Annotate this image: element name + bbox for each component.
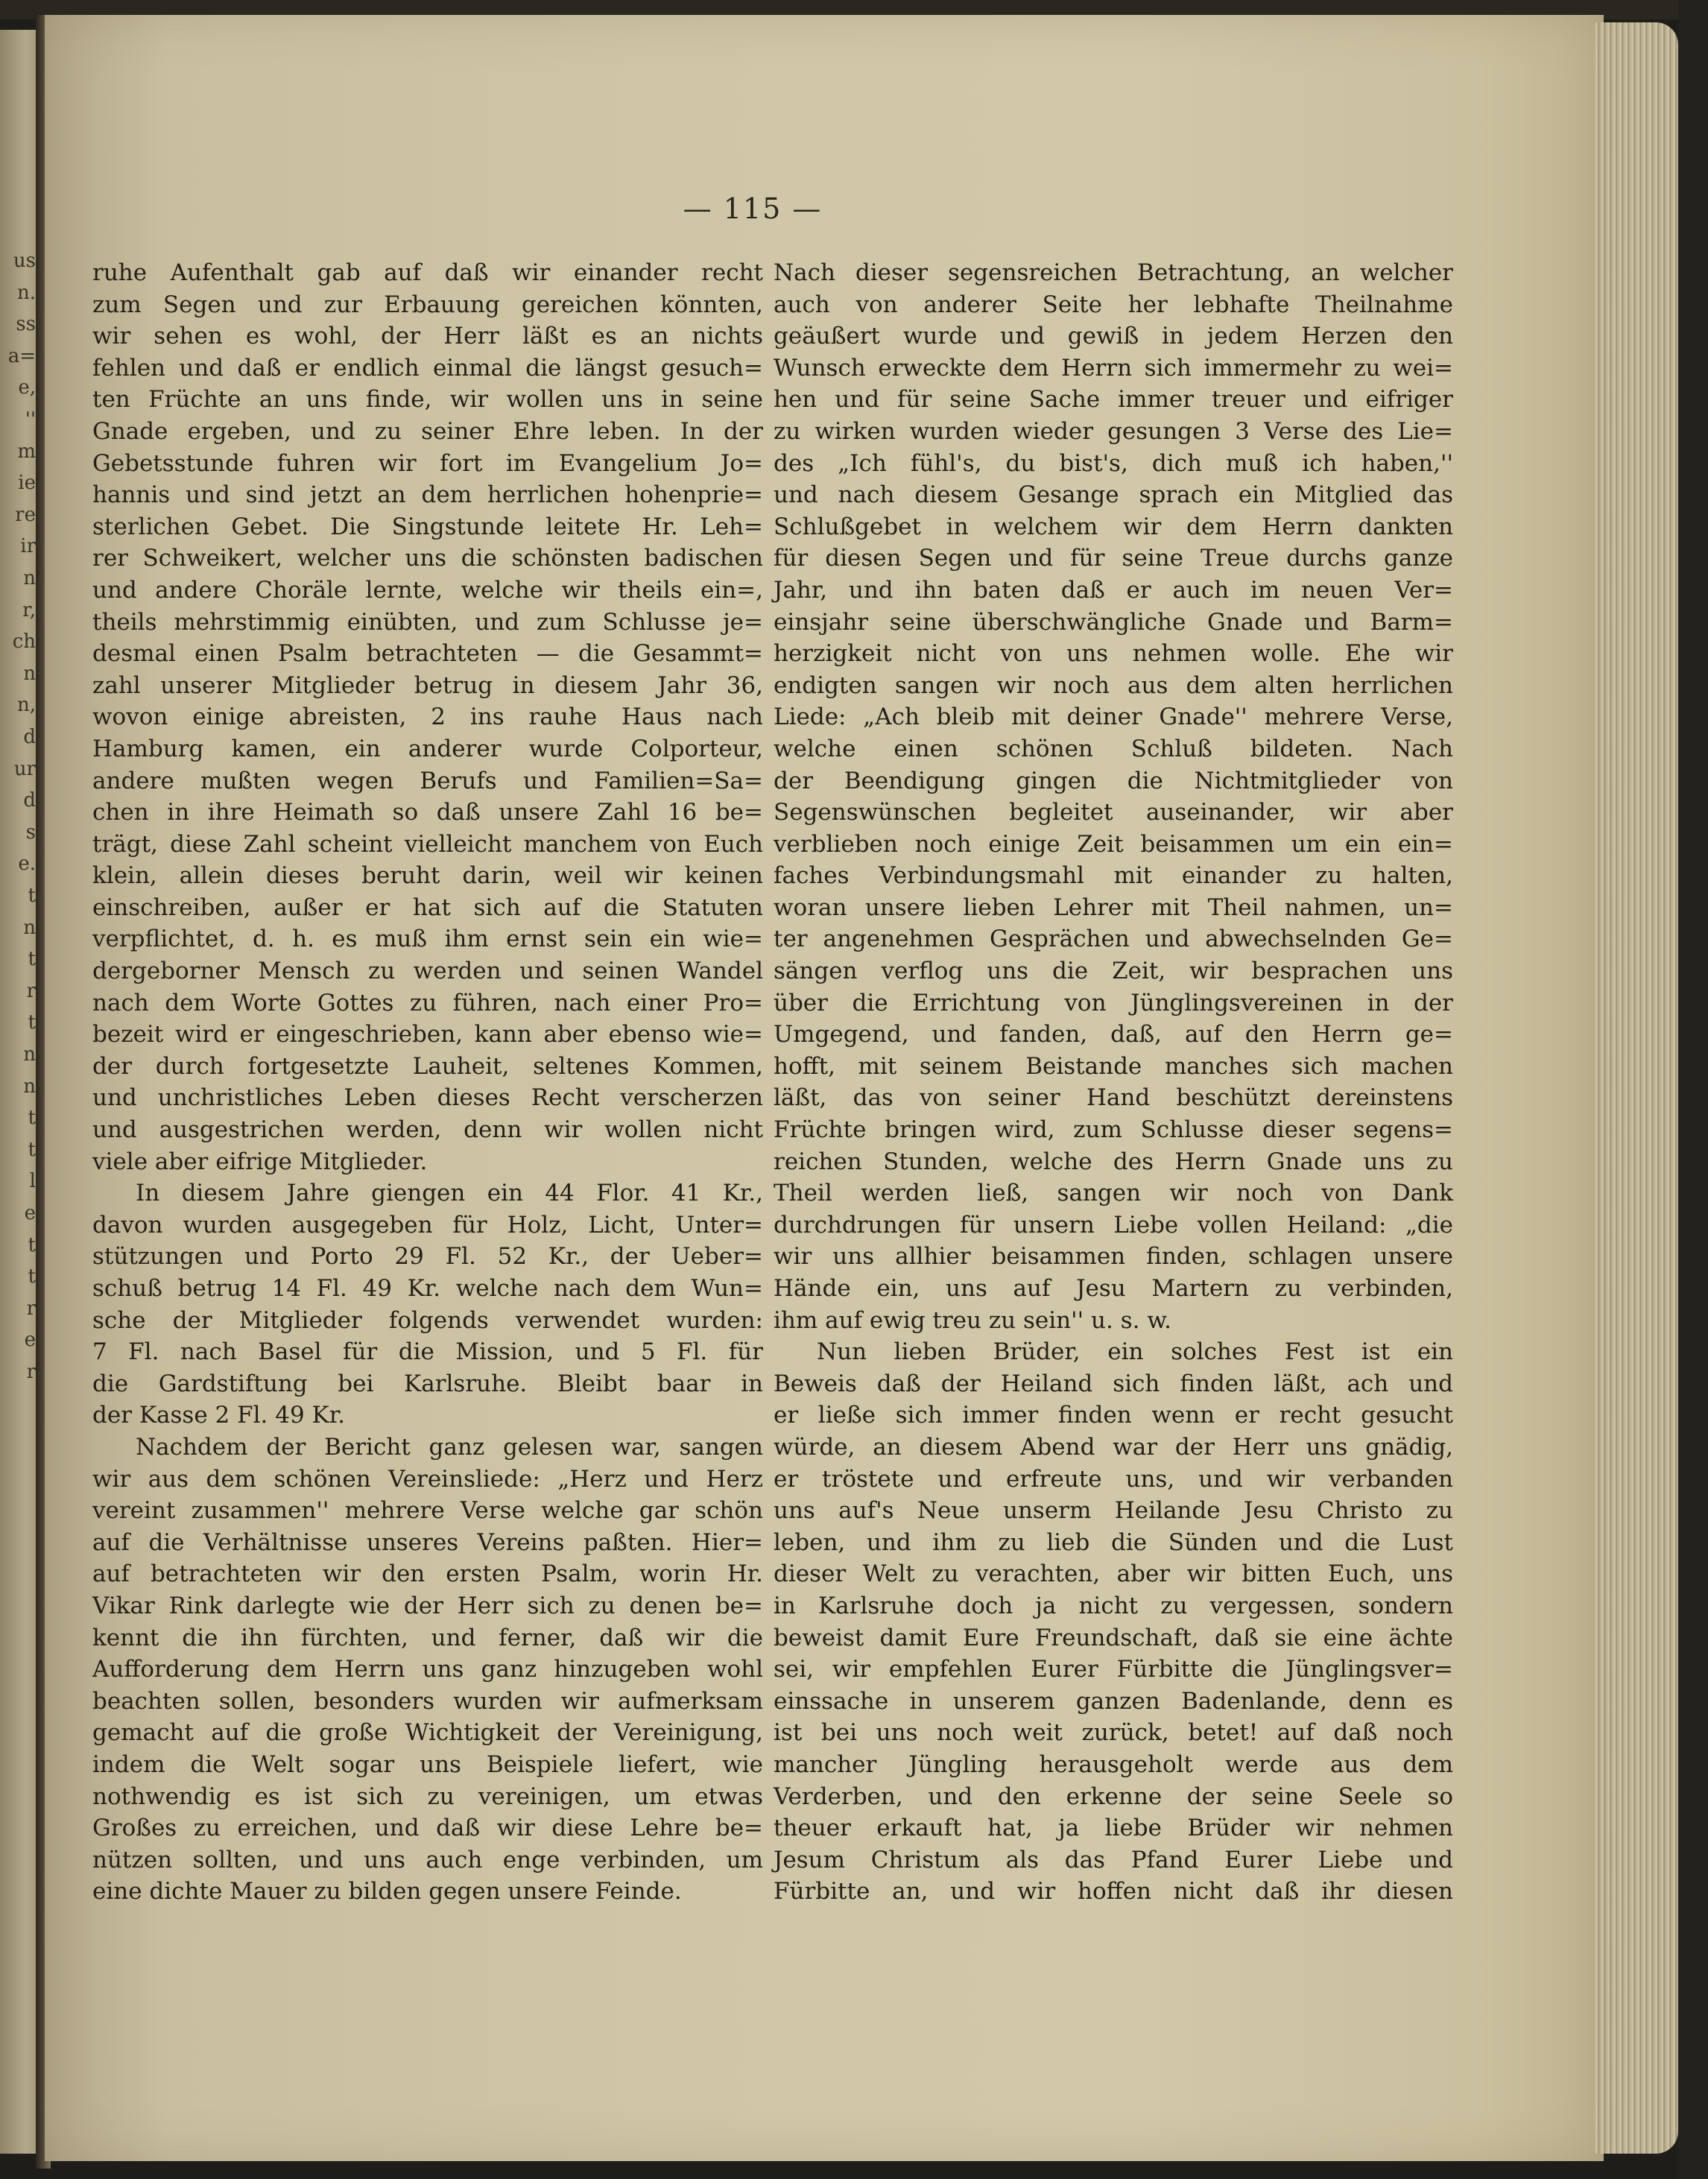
facing-page-fragment: n <box>23 916 36 939</box>
text-line: Theil werden ließ, sangen wir noch von Dank <box>774 1180 1453 1207</box>
facing-page-fragment: n, <box>16 694 36 717</box>
text-line: Liede: „Ach bleib mit deiner Gnade'' mehrere Verse, <box>774 703 1453 731</box>
text-line: Nun lieben Brüder, ein solches Fest ist ein <box>817 1338 1453 1366</box>
text-line: davon wurden ausgegeben für Holz, Licht, Unter= <box>92 1211 763 1239</box>
text-line: In diesem Jahre giengen ein 44 Flor. 41 Kr., <box>136 1180 763 1207</box>
text-line: Nach dieser segensreichen Betrachtung, an welcher <box>774 259 1453 286</box>
text-line: fehlen und daß er endlich einmal die längst gesuch= <box>92 354 763 382</box>
facing-page-fragment: r <box>26 1297 36 1320</box>
text-line: mancher Jüngling herausgeholt werde aus dem <box>774 1751 1453 1778</box>
text-line: vereint zusammen'' mehrere Verse welche gar schön <box>92 1497 763 1525</box>
text-line: leben, und ihm zu lieb die Sünden und die Lust <box>774 1528 1453 1556</box>
text-line: reichen Stunden, welche des Herrn Gnade uns zu <box>774 1148 1453 1175</box>
facing-page-fragment: n. <box>16 281 36 304</box>
text-line: sängen verflog uns die Zeit, wir besprachen uns <box>774 958 1453 985</box>
text-line: der durch fortgesetzte Lauheit, seltenes Kommen, <box>92 1052 763 1080</box>
facing-page-fragment: t <box>28 1011 36 1034</box>
text-line: endigten sangen wir noch aus dem alten herrlichen <box>774 671 1453 699</box>
text-line: zum Segen und zur Erbauung gereichen könnten, <box>92 291 763 318</box>
text-line: und unchristliches Leben dieses Recht verscherzen <box>92 1084 763 1112</box>
text-line: Aufforderung dem Herrn uns ganz hinzugeben wohl <box>92 1656 763 1683</box>
text-line: der Beendigung gingen die Nichtmitglieder von <box>774 767 1453 794</box>
page-number: — 115 — <box>683 192 823 225</box>
text-line: sei, wir empfehlen Eurer Fürbitte die Jünglingsver= <box>774 1656 1453 1683</box>
text-line: Umgegend, und fanden, daß, auf den Herrn ge= <box>774 1021 1453 1049</box>
facing-page-fragment: ss <box>16 313 36 336</box>
facing-page-fragment: d <box>23 726 36 748</box>
text-line: dergeborner Mensch zu werden und seinen Wandel <box>92 958 763 985</box>
text-line: einschreiben, außer er hat sich auf die Statuten <box>92 894 763 921</box>
text-line: beweist damit Eure Freundschaft, daß sie eine ächte <box>774 1624 1453 1651</box>
text-line: Gnade ergeben, und zu seiner Ehre leben. In der <box>92 417 763 445</box>
text-line: Segenswünschen begleitet auseinander, wir aber <box>774 799 1453 826</box>
text-line: Hände ein, uns auf Jesu Martern zu verbinden, <box>774 1275 1453 1302</box>
text-line: woran unsere lieben Lehrer mit Theil nahmen, un= <box>774 894 1453 921</box>
facing-page-fragment: s <box>25 820 36 844</box>
text-line: Nachdem der Bericht ganz gelesen war, sangen <box>136 1433 763 1461</box>
facing-page-fragment: e <box>24 1202 36 1224</box>
text-line: theils mehrstimmig einübten, und zum Schlusse je= <box>92 608 763 636</box>
text-line: eine dichte Mauer zu bilden gegen unsere Feinde. <box>92 1878 682 1906</box>
facing-page-fragment: t <box>28 1233 36 1256</box>
text-line: läßt, das von seiner Hand beschützt dereinstens <box>774 1084 1453 1112</box>
text-line: rer Schweikert, welcher uns die schönsten badischen <box>92 545 763 572</box>
text-line: dieser Welt zu verachten, aber wir bitten Euch, uns <box>774 1560 1453 1588</box>
text-line: Gebetsstunde fuhren wir fort im Evangelium Jo= <box>92 449 763 477</box>
text-line: Jesum Christum als das Pfand Eurer Liebe und <box>774 1846 1453 1873</box>
text-line: auf die Verhältnisse unseres Vereins paßten. Hier= <box>92 1528 763 1556</box>
facing-page-fragment: n <box>23 1075 36 1098</box>
facing-page-fragment: a= <box>7 344 36 367</box>
text-line: andere mußten wegen Berufs und Familien=Sa= <box>92 767 763 794</box>
facing-page-fragment: d <box>23 789 36 812</box>
text-line: viele aber eifrige Mitglieder. <box>92 1148 428 1175</box>
text-line: hannis und sind jetzt an dem herrlichen hohenprie= <box>92 481 763 509</box>
facing-page-fragment: '' <box>25 408 36 431</box>
text-line: wir aus dem schönen Vereinsliede: „Herz und Herz <box>92 1465 763 1493</box>
text-line: in Karlsruhe doch ja nicht zu vergessen, sondern <box>774 1592 1453 1619</box>
text-line: einssache in unserem ganzen Badenlande, denn es <box>774 1687 1453 1715</box>
facing-page-fragment: t <box>28 1265 36 1288</box>
text-line: indem die Welt sogar uns Beispiele liefert, wie <box>92 1751 763 1778</box>
text-line: schuß betrug 14 Fl. 49 Kr. welche nach dem Wun= <box>92 1275 763 1302</box>
facing-page-fragment: t <box>28 885 36 907</box>
text-line: hofft, mit seinem Beistande manches sich machen <box>774 1052 1453 1080</box>
text-line: beachten sollen, besonders wurden wir aufmerksam <box>92 1687 763 1715</box>
facing-page-fragment: l <box>29 1170 36 1193</box>
text-line: Vikar Rink darlegte wie der Herr sich zu denen be= <box>92 1592 763 1619</box>
facing-page-fragment: r <box>26 1361 36 1383</box>
facing-page-fragment: n <box>23 567 36 589</box>
text-line: gemacht auf die große Wichtigkeit der Vereinigung, <box>92 1719 763 1747</box>
text-line: wir uns allhier beisammen finden, schlagen unsere <box>774 1243 1453 1271</box>
text-line: ist bei uns noch weit zurück, betet! auf daß noch <box>774 1719 1453 1747</box>
text-line: klein, allein dieses beruht darin, weil wir keinen <box>92 862 763 890</box>
text-line: und andere Choräle lernte, welche wir theils ein=, <box>92 576 763 604</box>
text-line: Großes zu erreichen, und daß wir diese Lehre be= <box>92 1815 763 1842</box>
text-line: nach dem Worte Gottes zu führen, nach einer Pro= <box>92 989 763 1016</box>
facing-page-fragment: us <box>13 250 36 272</box>
facing-page-fragment: ir <box>20 535 36 558</box>
text-line: die Gardstiftung bei Karlsruhe. Bleibt baar in <box>92 1370 763 1397</box>
facing-page-fragment: re <box>15 503 36 526</box>
text-line: er ließe sich immer finden wenn er recht gesucht <box>774 1402 1453 1429</box>
text-line: über die Errichtung von Jünglingsvereinen in der <box>774 989 1453 1016</box>
text-line: Hamburg kamen, ein anderer wurde Colporteur, <box>92 735 763 762</box>
text-column-left <box>92 257 763 1908</box>
text-column-right <box>774 257 1453 1908</box>
text-line: Wunsch erweckte dem Herrn sich immermehr zu wei= <box>774 354 1453 382</box>
facing-page-fragment: n <box>23 662 36 685</box>
text-line: einsjahr seine überschwängliche Gnade und Barm= <box>774 608 1453 636</box>
text-line: trägt, diese Zahl scheint vielleicht manchem von Euch <box>92 830 763 858</box>
text-line: Schlußgebet in welchem wir dem Herrn dankten <box>774 513 1453 540</box>
text-line: Verderben, und den erkenne der seine Seele so <box>774 1783 1453 1810</box>
facing-page-fragment: t <box>28 1107 36 1130</box>
text-line: nothwendig es ist sich zu vereinigen, um etwas <box>92 1783 763 1810</box>
text-line: stützungen und Porto 29 Fl. 52 Kr., der Ueber= <box>92 1243 763 1271</box>
text-line: des „Ich fühl's, du bist's, dich muß ich haben,'' <box>774 449 1453 477</box>
text-line: faches Verbindungsmahl mit einander zu halten, <box>774 862 1453 890</box>
text-line: durchdrungen für unsern Liebe vollen Heiland: „die <box>774 1211 1453 1239</box>
text-line: nützen sollten, und uns auch enge verbinden, um <box>92 1846 763 1873</box>
facing-page-fragment: t <box>28 1138 36 1161</box>
text-line: verblieben noch einige Zeit beisammen um ein ein= <box>774 830 1453 858</box>
text-line: hen und für seine Sache immer treuer und eifriger <box>774 386 1453 414</box>
book-cover-edge <box>1678 0 1708 2179</box>
text-line: wir sehen es wohl, der Herr läßt es an nichts <box>92 323 763 350</box>
facing-page-fragment: m <box>17 440 36 463</box>
text-line: welche einen schönen Schluß bildeten. Nach <box>774 735 1453 762</box>
facing-page-fragment: e <box>24 1329 36 1352</box>
text-line: der Kasse 2 Fl. 49 Kr. <box>92 1402 345 1429</box>
text-line: für diesen Segen und für seine Treue durchs ganze <box>774 545 1453 572</box>
text-line: zu wirken wurden wieder gesungen 3 Verse des Lie= <box>774 417 1453 445</box>
text-line: verpflichtet, d. h. es muß ihm ernst sein ein wie= <box>92 926 763 953</box>
text-line: herzigkeit nicht von uns nehmen wolle. Ehe wir <box>774 640 1453 668</box>
text-line: Beweis daß der Heiland sich finden läßt, ach und <box>774 1370 1453 1397</box>
text-line: und ausgestrichen werden, denn wir wollen nicht <box>92 1116 763 1144</box>
text-line: ten Früchte an uns finde, wir wollen uns in seine <box>92 386 763 414</box>
facing-page-fragment: e, <box>18 376 36 399</box>
text-line: ter angenehmen Gesprächen und abwechselnden Ge= <box>774 926 1453 953</box>
facing-page-fragment: r, <box>22 598 36 622</box>
page-stack-edges <box>1595 22 1678 2154</box>
text-line: bezeit wird er eingeschrieben, kann aber ebenso wie= <box>92 1021 763 1049</box>
text-line: auf betrachteten wir den ersten Psalm, worin Hr. <box>92 1560 763 1588</box>
facing-page-fragment: t <box>28 948 36 971</box>
facing-page-fragment: e. <box>18 853 36 876</box>
text-line: ihm auf ewig treu zu sein'' u. s. w. <box>774 1306 1172 1334</box>
text-line: sche der Mitglieder folgends verwendet wurden: <box>92 1306 763 1334</box>
text-line: Jahr, und ihn baten daß er auch im neuen Ver= <box>774 576 1453 604</box>
text-line: auch von anderer Seite her lebhafte Theilnahme <box>774 291 1453 318</box>
text-line: Früchte bringen wird, zum Schlusse dieser segens= <box>774 1116 1453 1144</box>
text-line: desmal einen Psalm betrachteten — die Gesammt= <box>92 640 763 668</box>
text-line: chen in ihre Heimath so daß unsere Zahl 16 be= <box>92 799 763 826</box>
text-line: würde, an diesem Abend war der Herr uns gnädig, <box>774 1433 1453 1461</box>
text-line: 7 Fl. nach Basel für die Mission, und 5 Fl. für <box>92 1338 763 1366</box>
text-line: theuer erkauft hat, ja liebe Brüder wir nehmen <box>774 1815 1453 1842</box>
text-line: er tröstete und erfreute uns, und wir verbanden <box>774 1465 1453 1493</box>
text-line: uns auf's Neue unserm Heilande Jesu Christo zu <box>774 1497 1453 1525</box>
text-line: zahl unserer Mitglieder betrug in diesem Jahr 36, <box>92 671 763 699</box>
text-line: wovon einige abreisten, 2 ins rauhe Haus nach <box>92 703 763 731</box>
text-line: sterlichen Gebet. Die Singstunde leitete Hr. Leh= <box>92 513 763 540</box>
facing-page-fragment: ch <box>12 630 36 654</box>
text-line: ruhe Aufenthalt gab auf daß wir einander recht <box>92 259 763 286</box>
text-line: und nach diesem Gesange sprach ein Mitglied das <box>774 481 1453 509</box>
text-line: kennt die ihn fürchten, und ferner, daß wir die <box>92 1624 763 1651</box>
text-line: Fürbitte an, und wir hoffen nicht daß ihr diesen <box>774 1878 1453 1906</box>
facing-page-fragment: ur <box>13 757 36 780</box>
book-page <box>45 15 1604 2161</box>
facing-page-fragment: n <box>23 1043 36 1066</box>
text-line: geäußert wurde und gewiß in jedem Herzen den <box>774 323 1453 350</box>
facing-page-fragment: r <box>26 979 36 1002</box>
facing-page-fragment: ie <box>18 472 36 495</box>
